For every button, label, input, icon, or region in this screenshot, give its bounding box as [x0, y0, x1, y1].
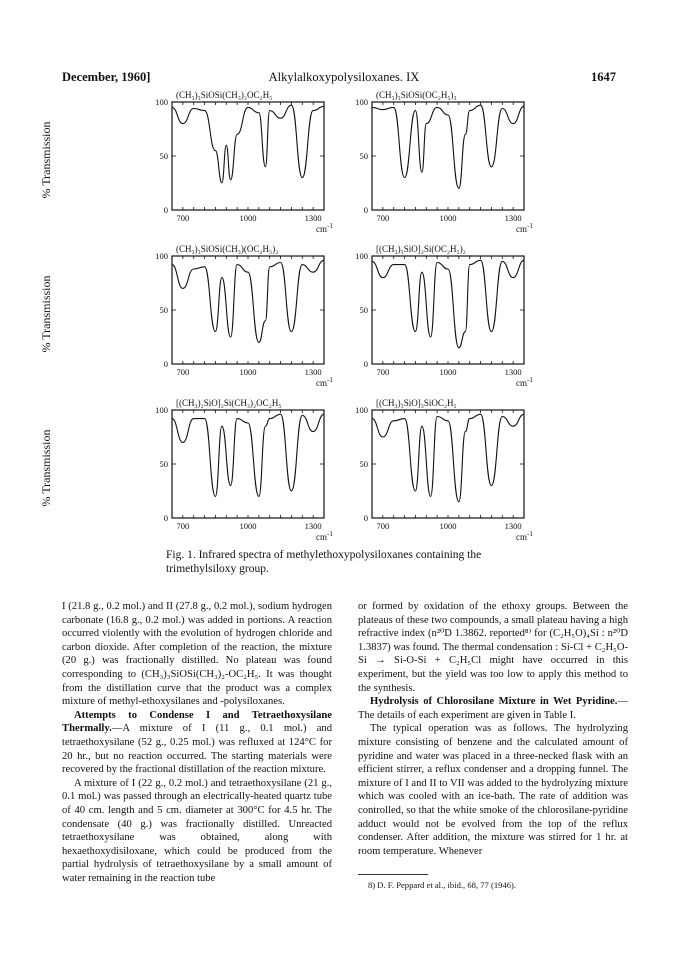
panel-frame — [172, 102, 324, 210]
running-header-title: Alkylalkoxypolysiloxanes. IX — [268, 70, 420, 84]
y-tick-label: 100 — [355, 97, 368, 107]
panel-title: [(CH₃)₂SiO]₂Si(CH₃)₂OC₂H₅ — [176, 398, 282, 408]
panel-frame — [372, 256, 524, 364]
y-tick-label: 50 — [359, 151, 368, 161]
x-unit-exponent: -1 — [327, 530, 333, 538]
footnote: 8) D. F. Peppard et al., ibid., 68, 77 (1946). — [368, 880, 517, 890]
x-unit-exponent: -1 — [527, 376, 533, 384]
footnote-rule — [358, 874, 428, 875]
x-tick-label: 1300 — [504, 213, 522, 223]
x-unit-label: $cm^{-1}$ — [316, 530, 333, 542]
right-section-heading: Hydrolysis of Chlorosilane Mixture in Wet Pyridine. — [370, 696, 618, 708]
panel-frame — [372, 102, 524, 210]
x-tick-label: 1300 — [504, 521, 522, 531]
x-tick-label: 700 — [376, 521, 390, 531]
x-tick-label: 1300 — [304, 521, 322, 531]
x-tick-label: 1300 — [304, 367, 322, 377]
y-tick-label: 0 — [163, 205, 168, 215]
x-unit-label: $cm^{-1}$ — [316, 376, 333, 388]
ylabel-bottom: % Transmission — [39, 429, 53, 507]
y-tick-label: 50 — [159, 459, 168, 469]
x-unit-exponent: -1 — [327, 222, 333, 230]
x-tick-label: 1000 — [439, 213, 457, 223]
panel-title: (CH₃)₃SiOSi(OC₂H₅)₃ — [376, 90, 457, 100]
right-paragraph-3: The typical operation was as follows. The hydrolyzing mixture consisting of benzene and the calculated amount of pyridine and water was placed in a three-necked flask with an efficient stirrer, a reflux condenser and a dropping funnel. The mixture of I and II to VII was added to the hydrolyzing mixture which was cooled with an ice-bath. The rate of addition was controlled, so that the white smoke of the chlorosilane-pyridine adduct would not be evolved from the top of the reflux condenser. After addition, the mixture was stirred for 1 hr. at room temperature. Whenever — [358, 723, 628, 857]
x-unit-exponent: -1 — [327, 376, 333, 384]
left-text-column — [62, 600, 332, 885]
x-unit-label: $cm^{-1}$ — [316, 222, 333, 234]
panel-title: (CH₃)₃SiOSi(CH₃)(OC₂H₅)₂ — [176, 244, 279, 254]
panel-title: (CH₃)₃SiOSi(CH₃)₂OC₂H₅ — [176, 90, 273, 100]
x-tick-label: 700 — [176, 521, 190, 531]
spectrum-line — [372, 414, 524, 502]
spectrum-line — [372, 105, 524, 188]
x-unit-label: $cm^{-1}$ — [516, 530, 533, 542]
left-paragraph-3: A mixture of I (22 g., 0.2 mol.) and tetraethoxysilane (21 g., 0.1 mol.) was passed through an electrically-heated quartz tube of 40 cm. length and 5 cm. diameter at 300°C for 4.5 hr. The condensate (40 g.) was fractionally distilled. Unreacted tetraethoxysilane was obtained, along with hexaethoxydisiloxane, which could be produced from the partial hydrolysis of tetraethoxysilane by a small amount of water remaining in the reaction tube — [62, 777, 332, 884]
left-paragraph-2: —A mixture of I (11 g., 0.1 mol.) and tetraethoxysilane (52 g., 0.25 mol.) was refluxed at 124°C for 20 hr., but no reaction occurred. The starting materials were recovered by the fractional distillation of the reaction mixture. — [62, 723, 332, 776]
panel-title: [(CH₃)₃SiO]₂Si(OC₂H₅)₂ — [376, 244, 466, 254]
left-paragraph-1: I (21.8 g., 0.2 mol.) and II (27.8 g., 0.2 mol.), sodium hydrogen carbonate (16.8 g., 0.2 mol.) was added in portions. A reaction occurred violently with the evolution of hydrogen chloride and carbon dioxide. After completion of the reaction, the mixture (20 g.) was fractionally distilled. No plateau was found corresponding to (CH₃)₃SiOSi(CH₃)₂-OC₂H₅. It was thought from the distillation curve that the product was a complex mixture of methyl-ethoxysilanes and -polysiloxanes. — [62, 601, 332, 708]
x-unit-exponent: -1 — [527, 222, 533, 230]
y-tick-label: 0 — [363, 359, 368, 369]
right-paragraph-1: or formed by oxidation of the ethoxy groups. Between the plateaus of these two compounds, a small plateau having a high refractive index (n²⁰D 1.3862. reported⁸⁾ for (C₂H₅O)₄Si : n²⁰D 1.3837) was found. The thermal condensation : Si-Cl + C₂H₅O-Si → Si-O-Si + C₂H₅Cl might have occurred in this experiment, but the yield was too low to apply this method to the synthesis. — [358, 601, 628, 694]
x-unit-label: $cm^{-1}$ — [516, 376, 533, 388]
spectrum-line — [172, 414, 324, 496]
right-text-column — [358, 600, 628, 858]
x-tick-label: 1000 — [239, 213, 257, 223]
y-tick-label: 0 — [363, 513, 368, 523]
panel-frame — [372, 410, 524, 518]
x-tick-label: 1000 — [239, 521, 257, 531]
y-tick-label: 100 — [355, 251, 368, 261]
y-tick-label: 100 — [155, 251, 168, 261]
y-tick-label: 0 — [163, 513, 168, 523]
spectrum-line — [372, 260, 524, 348]
x-tick-label: 1000 — [439, 521, 457, 531]
ylabel-middle: % Transmission — [39, 275, 53, 353]
x-tick-label: 700 — [376, 367, 390, 377]
ylabel-top: % Transmission — [39, 121, 53, 199]
right-paragraph-2: —The details of each experiment are given in Table I. — [358, 696, 628, 721]
y-tick-label: 100 — [155, 97, 168, 107]
y-tick-label: 0 — [163, 359, 168, 369]
page-number: 1647 — [591, 70, 616, 84]
y-tick-label: 50 — [159, 305, 168, 315]
x-tick-label: 700 — [376, 213, 390, 223]
x-tick-label: 1300 — [304, 213, 322, 223]
x-unit-exponent: -1 — [527, 530, 533, 538]
left-section-heading: Attempts to Condense I and Tetraethoxysilane Thermally. — [62, 709, 332, 735]
x-tick-label: 700 — [176, 213, 190, 223]
y-tick-label: 0 — [363, 205, 368, 215]
figure-caption: Fig. 1. Infrared spectra of methylethoxypolysiloxanes containing the trimethylsiloxy group. — [166, 549, 482, 575]
y-tick-label: 100 — [155, 405, 168, 415]
y-tick-label: 50 — [159, 151, 168, 161]
y-tick-label: 100 — [355, 405, 368, 415]
x-tick-label: 1000 — [439, 367, 457, 377]
x-unit-label: $cm^{-1}$ — [516, 222, 533, 234]
running-header-date: December, 1960] — [62, 70, 151, 84]
panel-title: [(CH₃)₃SiO]₃SiOC₂H₅ — [376, 398, 457, 408]
y-tick-label: 50 — [359, 459, 368, 469]
spectrum-line — [172, 260, 324, 342]
x-tick-label: 700 — [176, 367, 190, 377]
y-tick-label: 50 — [359, 305, 368, 315]
x-tick-label: 1300 — [504, 367, 522, 377]
x-tick-label: 1000 — [239, 367, 257, 377]
panel-frame — [172, 410, 324, 518]
spectrum-line — [172, 105, 324, 183]
